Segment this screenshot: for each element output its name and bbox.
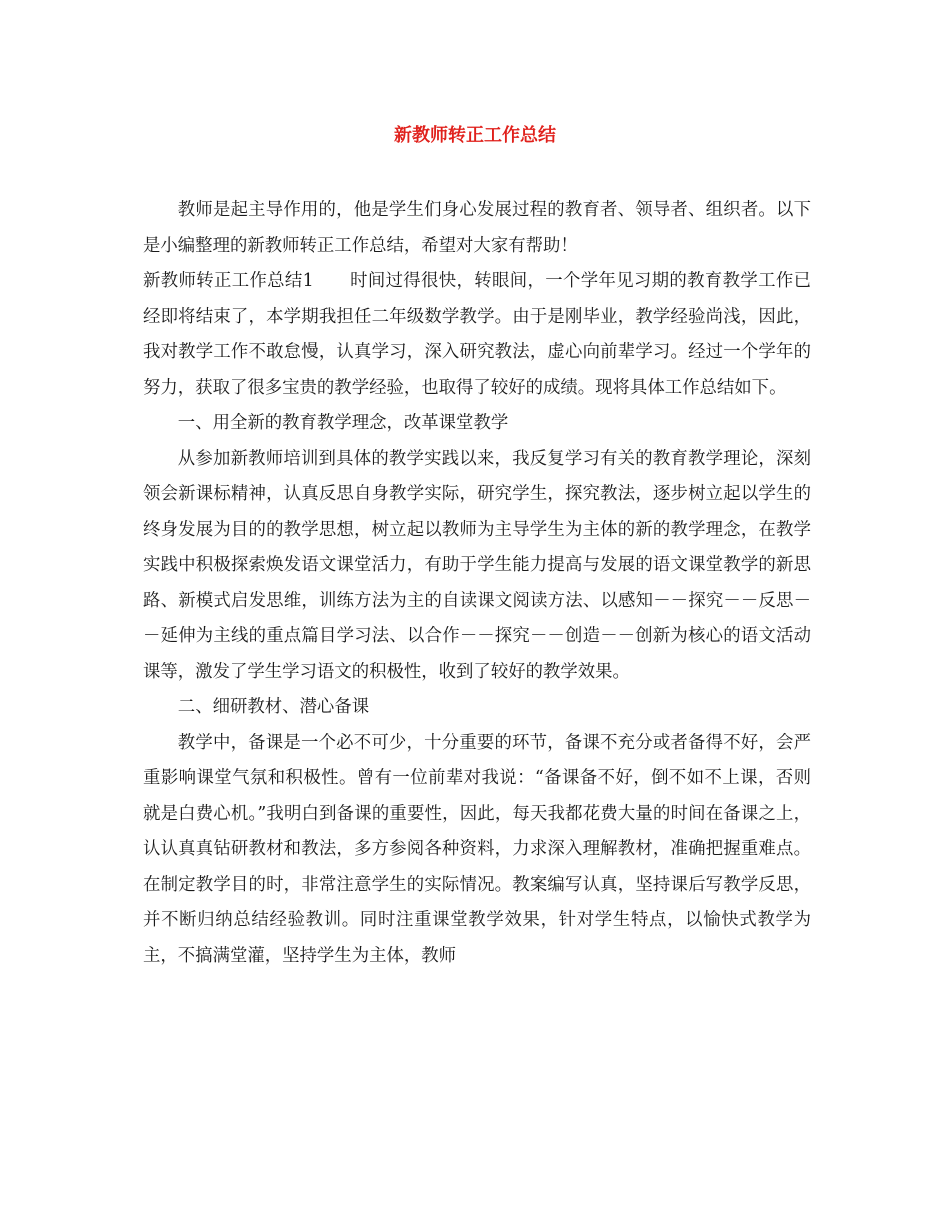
heading-1: 一、用全新的教育教学理念，改革课堂教学 [177,413,509,433]
section-intro: 时间过得很快，转眼间，一个学年见习期的教育教学工作已经即将结束了，本学期我担任二年级数学教学。由于是刚毕业，教学经验尚浅，因此，我对教学工作不敢怠慢，认真学习，深入研究教法，虚心向前辈学习。经过一个学年的努力，获取了很多宝贵的教学经验，也取得了较好的成绩。现将具体工作总结如下。 [143,271,811,398]
intro-paragraph: 教师是起主导作用的，他是学生们身心发展过程的教育者、领导者、组织者。以下是小编整理的新教师转正工作总结，希望对大家有帮助！ [143,200,811,256]
paragraph-2: 教学中，备课是一个必不可少，十分重要的环节，备课不充分或者备得不好，会严重影响课堂气氛和积极性。曾有一位前辈对我说：“备课备不好，倒不如不上课，否则就是白费心机。”我明白到备课的重要性，因此，每天我都花费大量的时间在备课之上，认认真真钻研教材和教法，多方参阅各种资料，力求深入理解教材，准确把握重难点。在制定教学目的时，非常注意学生的实际情况。教案编写认真，坚持课后写教学反思，并不断归纳总结经验教训。同时注重课堂教学效果，针对学生特点，以愉快式教学为主，不搞满堂灌，坚持学生为主体，教师 [143,732,811,966]
document-body [143,193,811,974]
paragraph-1: 从参加新教师培训到具体的教学实践以来，我反复学习有关的教育教学理论，深刻领会新课标精神，认真反思自身教学实际，研究学生，探究教法，逐步树立起以学生的终身发展为目的的教学思想，树立起以教师为主导学生为主体的新的教学理念，在教学实践中积极探索焕发语文课堂活力，有助于学生能力提高与发展的语文课堂教学的新思路、新模式启发思维，训练方法为主的自读课文阅读方法、以感知－－探究－－反思－－延伸为主线的重点篇目学习法、以合作－－探究－－创造－－创新为核心的语文活动课等，激发了学生学习语文的积极性，收到了较好的教学效果。 [143,448,811,682]
section-paragraph [143,264,811,406]
document-title: 新教师转正工作总结 [394,125,556,146]
heading-2: 二、细研教材、潜心备课 [177,697,370,717]
section-label: 新教师转正工作总结1 [143,271,314,291]
